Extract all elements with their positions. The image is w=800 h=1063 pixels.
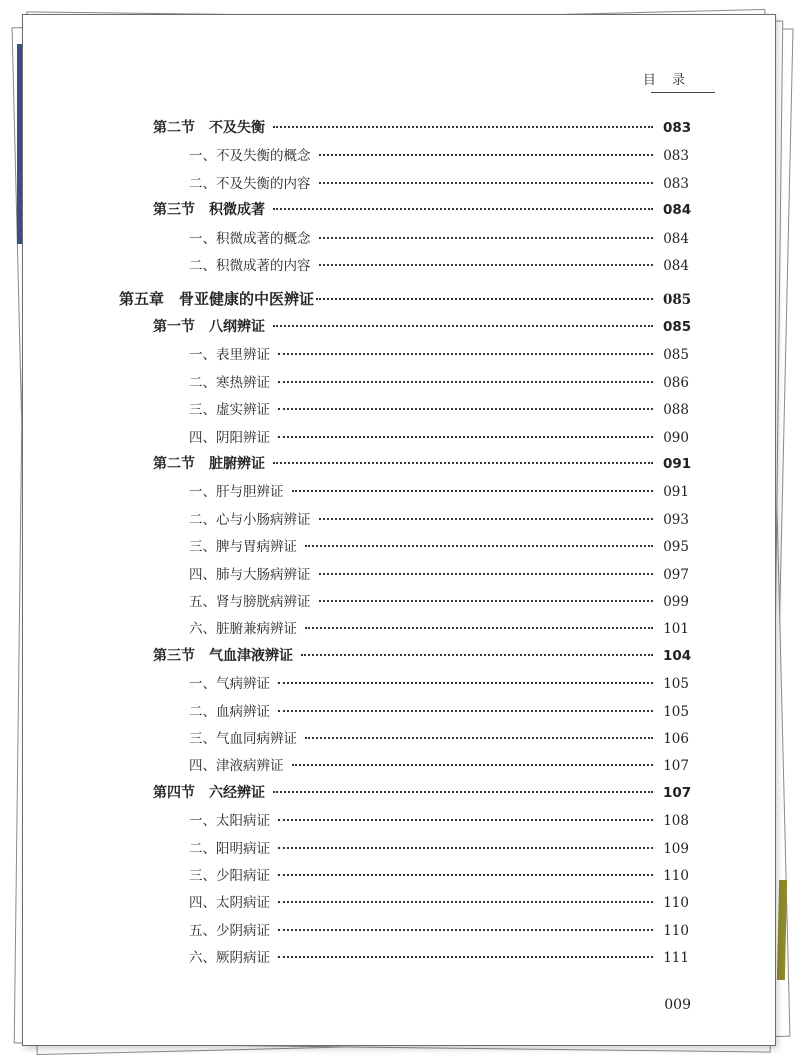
dot-leader (292, 763, 654, 766)
toc-entry-page: 091 (663, 484, 689, 501)
dot-leader (273, 461, 653, 464)
toc-entry-page: 107 (663, 784, 692, 801)
toc-page (22, 14, 776, 1046)
toc-item-entry[interactable] (189, 535, 689, 557)
toc-item-entry[interactable] (189, 891, 689, 913)
toc-entry-page: 110 (663, 867, 689, 884)
header-rule (651, 92, 715, 93)
toc-entry-page: 106 (663, 730, 689, 747)
dot-leader (278, 846, 653, 849)
toc-item-entry[interactable] (189, 946, 689, 968)
toc-entry-title: 三、少阳病证 (189, 867, 270, 884)
dot-leader (301, 653, 653, 656)
toc-entry-title: 一、肝与胆辨证 (189, 484, 284, 501)
toc-entry-title: 一、太阳病证 (189, 813, 270, 830)
dot-leader (305, 736, 653, 739)
toc-item-entry[interactable] (189, 343, 689, 365)
toc-entry-page: 084 (663, 202, 692, 219)
dot-leader (278, 955, 653, 958)
toc-entry-page: 083 (663, 175, 689, 192)
toc-item-entry[interactable] (189, 700, 689, 722)
toc-item-entry[interactable] (189, 672, 689, 694)
toc-entry-page: 107 (663, 758, 689, 775)
toc-item-entry[interactable] (189, 754, 689, 776)
toc-entry-title: 六、脏腑兼病辨证 (189, 621, 297, 638)
toc-entry-title: 一、不及失衡的概念 (189, 148, 311, 165)
dot-leader (278, 407, 653, 410)
toc-item-entry[interactable] (189, 837, 689, 859)
toc-entry-page: 085 (663, 347, 689, 364)
dot-leader (278, 873, 653, 876)
toc-entry-page: 097 (663, 566, 689, 583)
toc-entry-title: 五、少阴病证 (189, 922, 270, 939)
dot-leader (319, 181, 654, 184)
toc-entry-title: 二、血病辨证 (189, 703, 270, 720)
toc-entry-page: 110 (663, 895, 689, 912)
toc-item-entry[interactable] (189, 617, 689, 639)
dot-leader (278, 900, 653, 903)
toc-entry-title: 三、脾与胃病辨证 (189, 539, 297, 556)
toc-entry-title: 三、虚实辨证 (189, 402, 270, 419)
dot-leader (319, 153, 654, 156)
toc-entry-page: 105 (663, 703, 689, 720)
toc-entry-title: 第五章 骨亚健康的中医辨证 (119, 290, 315, 309)
toc-entry-title: 三、气血同病辨证 (189, 730, 297, 747)
toc-item-entry[interactable] (189, 254, 689, 276)
toc-entry-title: 第三节 气血津液辨证 (153, 647, 293, 664)
toc-section-entry[interactable] (153, 453, 692, 475)
toc-entry-title: 四、津液病辨证 (189, 758, 284, 775)
dot-leader (273, 207, 653, 210)
dot-leader (278, 709, 653, 712)
toc-item-entry[interactable] (189, 398, 689, 420)
toc-section-entry[interactable] (153, 117, 692, 139)
dot-leader (305, 544, 653, 547)
toc-section-entry[interactable] (153, 645, 692, 667)
toc-section-entry[interactable] (153, 316, 692, 338)
toc-entry-page: 091 (663, 455, 692, 472)
toc-entry-title: 四、太阴病证 (189, 895, 270, 912)
dot-leader (316, 297, 653, 300)
toc-entry-title: 二、积微成著的内容 (189, 258, 311, 274)
dot-leader (278, 380, 653, 383)
toc-entry-page: 105 (663, 676, 689, 693)
dot-leader (319, 572, 654, 575)
toc-entry-page: 085 (663, 292, 692, 309)
dot-leader (273, 324, 653, 327)
toc-section-entry[interactable] (153, 199, 692, 221)
dot-leader (319, 517, 654, 520)
toc-entry-page: 083 (663, 120, 692, 136)
toc-entry-title: 六、厥阴病证 (189, 950, 270, 967)
dot-leader (319, 263, 654, 266)
toc-entry-title: 一、表里辨证 (189, 347, 270, 364)
toc-entry-title: 四、阴阳辨证 (189, 429, 270, 446)
page-header-title: 目 录 (642, 73, 691, 88)
toc-entry-page: 109 (663, 840, 689, 857)
toc-entry-page: 086 (663, 374, 689, 391)
toc-item-entry[interactable] (189, 563, 689, 585)
dot-leader (273, 125, 653, 128)
dot-leader (278, 818, 653, 821)
toc-entry-title: 第二节 脏腑辨证 (153, 455, 265, 472)
dot-leader (319, 599, 654, 602)
toc-item-entry[interactable] (189, 426, 689, 448)
dot-leader (278, 681, 653, 684)
toc-entry-title: 第三节 积微成著 (153, 202, 265, 219)
toc-entry-title: 一、气病辨证 (189, 676, 270, 693)
toc-item-entry[interactable] (189, 371, 689, 393)
toc-entry-page: 084 (663, 230, 689, 247)
toc-entry-page: 108 (663, 813, 689, 830)
toc-entry-title: 四、肺与大肠病辨证 (189, 566, 311, 583)
dot-leader (305, 626, 653, 629)
toc-entry-page: 093 (663, 511, 689, 528)
toc-item-entry[interactable] (189, 172, 689, 194)
toc-item-entry[interactable] (189, 480, 689, 502)
dot-leader (319, 236, 654, 239)
toc-section-entry[interactable] (153, 782, 692, 804)
toc-entry-title: 第一节 八纲辨证 (153, 318, 265, 335)
toc-entry-page: 090 (663, 429, 689, 446)
toc-entry-page: 083 (663, 148, 689, 165)
dot-leader (278, 435, 653, 438)
toc-item-entry[interactable] (189, 227, 689, 249)
toc-entry-page: 099 (663, 593, 689, 610)
dot-leader (278, 352, 653, 355)
toc-item-entry[interactable] (189, 919, 689, 941)
toc-entry-page: 085 (663, 318, 692, 335)
toc-item-entry[interactable] (189, 144, 689, 166)
toc-entry-page: 084 (663, 258, 689, 274)
toc-item-entry[interactable] (189, 727, 689, 749)
toc-entry-title: 第二节 不及失衡 (153, 120, 265, 136)
toc-entry-page: 110 (663, 922, 689, 939)
toc-item-entry[interactable] (189, 508, 689, 530)
toc-chapter-entry[interactable] (119, 288, 692, 310)
toc-entry-title: 二、阳明病证 (189, 840, 270, 857)
toc-entry-title: 二、寒热辨证 (189, 374, 270, 391)
toc-entry-page: 104 (663, 647, 692, 664)
dot-leader (292, 489, 654, 492)
dot-leader (273, 790, 653, 793)
toc-entry-title: 五、肾与膀胱病辨证 (189, 593, 311, 610)
toc-item-entry[interactable] (189, 590, 689, 612)
toc-entry-page: 101 (663, 621, 689, 638)
toc-entry-page: 111 (663, 950, 689, 967)
toc-entry-title: 二、心与小肠病辨证 (189, 511, 311, 528)
toc-entry-title: 第四节 六经辨证 (153, 784, 265, 801)
page-number: 009 (664, 997, 691, 1013)
dot-leader (278, 928, 653, 931)
toc-entry-title: 一、积微成著的概念 (189, 230, 311, 247)
toc-item-entry[interactable] (189, 864, 689, 886)
toc-item-entry[interactable] (189, 809, 689, 831)
toc-entry-title: 二、不及失衡的内容 (189, 175, 311, 192)
toc-entry-page: 088 (663, 402, 689, 419)
toc-entry-page: 095 (663, 539, 689, 556)
